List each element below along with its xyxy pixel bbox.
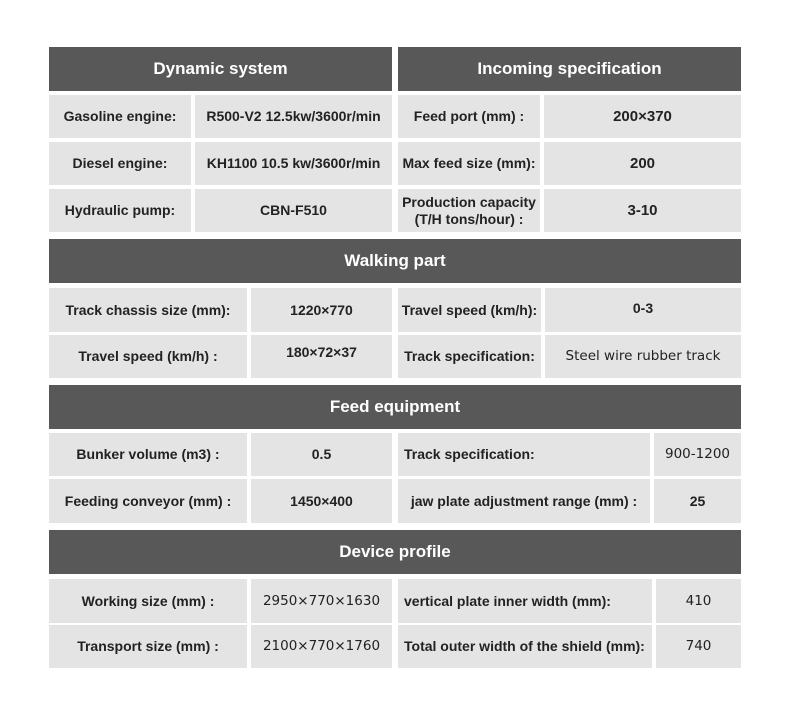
- feed-port-value: 200×370: [544, 95, 741, 138]
- device-profile-header: Device profile: [49, 530, 741, 574]
- production-capacity-label-line2: (T/H tons/hour) :: [414, 210, 524, 227]
- shield-outer-width-label: Total outer width of the shield (mm):: [398, 625, 652, 668]
- track-specification-label-feed: Track specification:: [398, 433, 650, 476]
- travel-speed-label-right: Travel speed (km/h):: [398, 288, 541, 332]
- hydraulic-pump-value: CBN-F510: [195, 189, 392, 232]
- production-capacity-value: 3-10: [544, 189, 741, 232]
- gasoline-engine-label: Gasoline engine:: [49, 95, 191, 138]
- bunker-volume-label: Bunker volume (m3) :: [49, 433, 247, 476]
- vertical-plate-width-label: vertical plate inner width (mm):: [398, 579, 652, 623]
- vertical-plate-width-value: 410: [656, 579, 741, 623]
- track-specification-value-feed: 900-1200: [654, 433, 741, 476]
- travel-speed-label-left: Travel speed (km/h) :: [49, 335, 247, 378]
- track-chassis-size-label: Track chassis size (mm):: [49, 288, 247, 332]
- track-specification-label: Track specification:: [398, 335, 541, 378]
- production-capacity-label-line1: Production capacity: [402, 193, 536, 210]
- track-specification-value: Steel wire rubber track: [545, 335, 741, 378]
- incoming-specification-header: Incoming specification: [398, 47, 741, 91]
- transport-size-label: Transport size (mm) :: [49, 625, 247, 668]
- working-size-label: Working size (mm) :: [49, 579, 247, 623]
- production-capacity-label: [398, 189, 540, 232]
- jaw-plate-adjustment-value: 25: [654, 479, 741, 523]
- feeding-conveyor-value: 1450×400: [251, 479, 392, 523]
- shield-outer-width-value: 740: [656, 625, 741, 668]
- diesel-engine-value: KH1100 10.5 kw/3600r/min: [195, 142, 392, 185]
- bunker-volume-value: 0.5: [251, 433, 392, 476]
- gasoline-engine-value: R500-V2 12.5kw/3600r/min: [195, 95, 392, 138]
- transport-size-value: 2100×770×1760: [251, 625, 392, 668]
- jaw-plate-adjustment-label: jaw plate adjustment range (mm) :: [398, 479, 650, 523]
- feed-equipment-header: Feed equipment: [49, 385, 741, 429]
- walking-part-header: Walking part: [49, 239, 741, 283]
- track-size-value: 180×72×37: [251, 335, 392, 378]
- feed-port-label: Feed port (mm) :: [398, 95, 540, 138]
- hydraulic-pump-label: Hydraulic pump:: [49, 189, 191, 232]
- diesel-engine-label: Diesel engine:: [49, 142, 191, 185]
- dynamic-system-header: Dynamic system: [49, 47, 392, 91]
- max-feed-size-value: 200: [544, 142, 741, 185]
- working-size-value: 2950×770×1630: [251, 579, 392, 623]
- max-feed-size-label: Max feed size (mm):: [398, 142, 540, 185]
- feeding-conveyor-label: Feeding conveyor (mm) :: [49, 479, 247, 523]
- track-chassis-size-value: 1220×770: [251, 288, 392, 332]
- travel-speed-value-right: 0-3: [545, 288, 741, 332]
